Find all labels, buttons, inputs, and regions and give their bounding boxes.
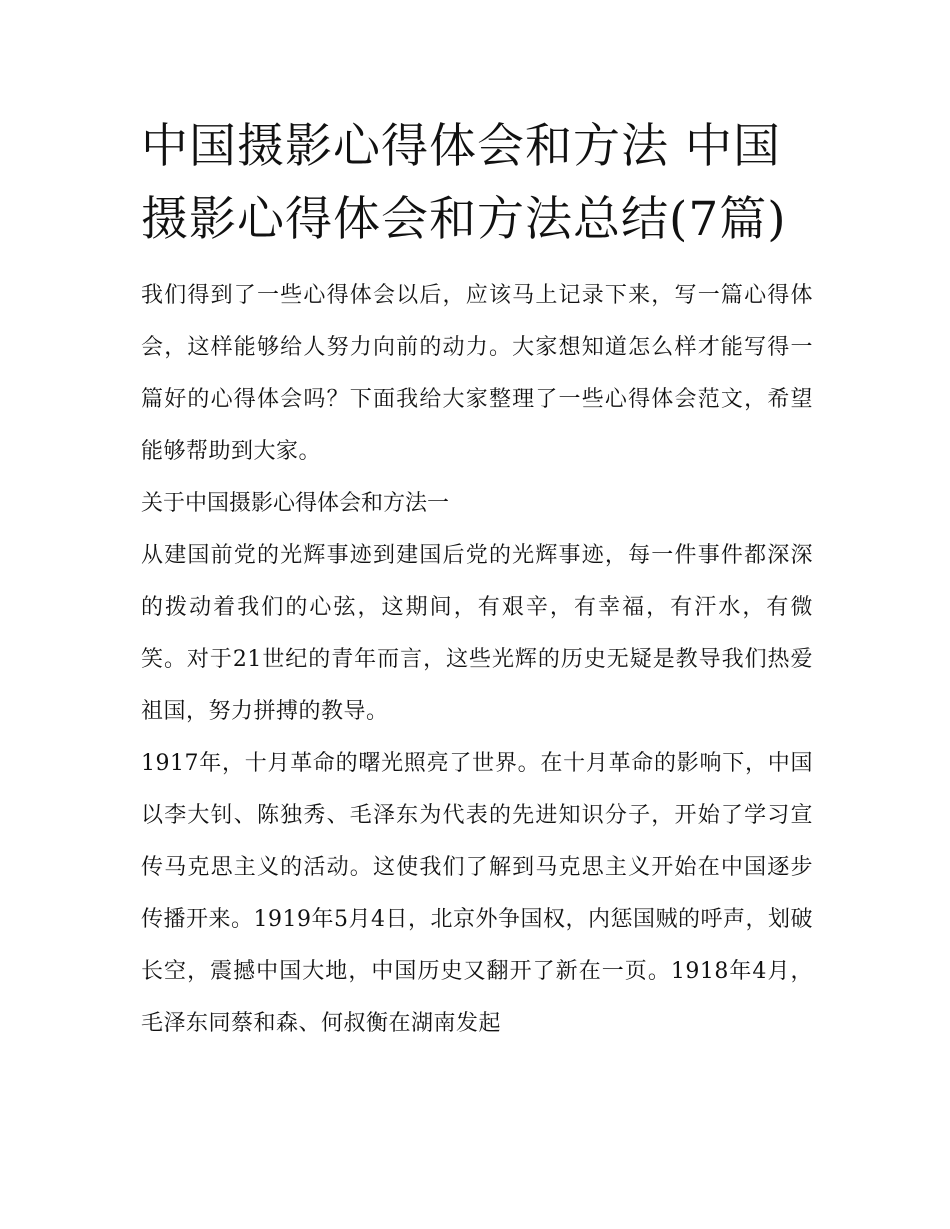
section-heading: 关于中国摄影心得体会和方法一 (141, 491, 450, 516)
body-paragraph-1: 从建国前党的光辉事迹到建国后党的光辉事迹，每一件事件都深深的拨动着我们的心弦，这期间，有艰辛，有幸福，有汗水，有微笑。对于21世纪的青年而言，这些光辉的历史无疑是教导我们热爱祖国，努力拼搏的教导。 (141, 543, 813, 724)
document-body (141, 110, 813, 1050)
intro-paragraph: 我们得到了一些心得体会以后，应该马上记录下来，写一篇心得体会，这样能够给人努力向前的动力。大家想知道怎么样才能写得一篇好的心得体会吗？下面我给大家整理了一些心得体会范文，希望能够帮助到大家。 (141, 283, 813, 464)
document-title: 中国摄影心得体会和方法 中国摄影心得体会和方法总结(7篇) (141, 119, 787, 247)
body-paragraph-2: 1917年，十月革命的曙光照亮了世界。在十月革命的影响下，中国以李大钊、陈独秀、毛泽东为代表的先进知识分子，开始了学习宣传马克思主义的活动。这使我们了解到马克思主义开始在中国逐步传播开来。1919年5月4日，北京外争国权，内惩国贼的呼声，划破长空，震撼中国大地，中国历史又翻开了新在一页。1918年4月，毛泽东同蔡和森、何叔衡在湖南发起 (141, 751, 813, 1036)
